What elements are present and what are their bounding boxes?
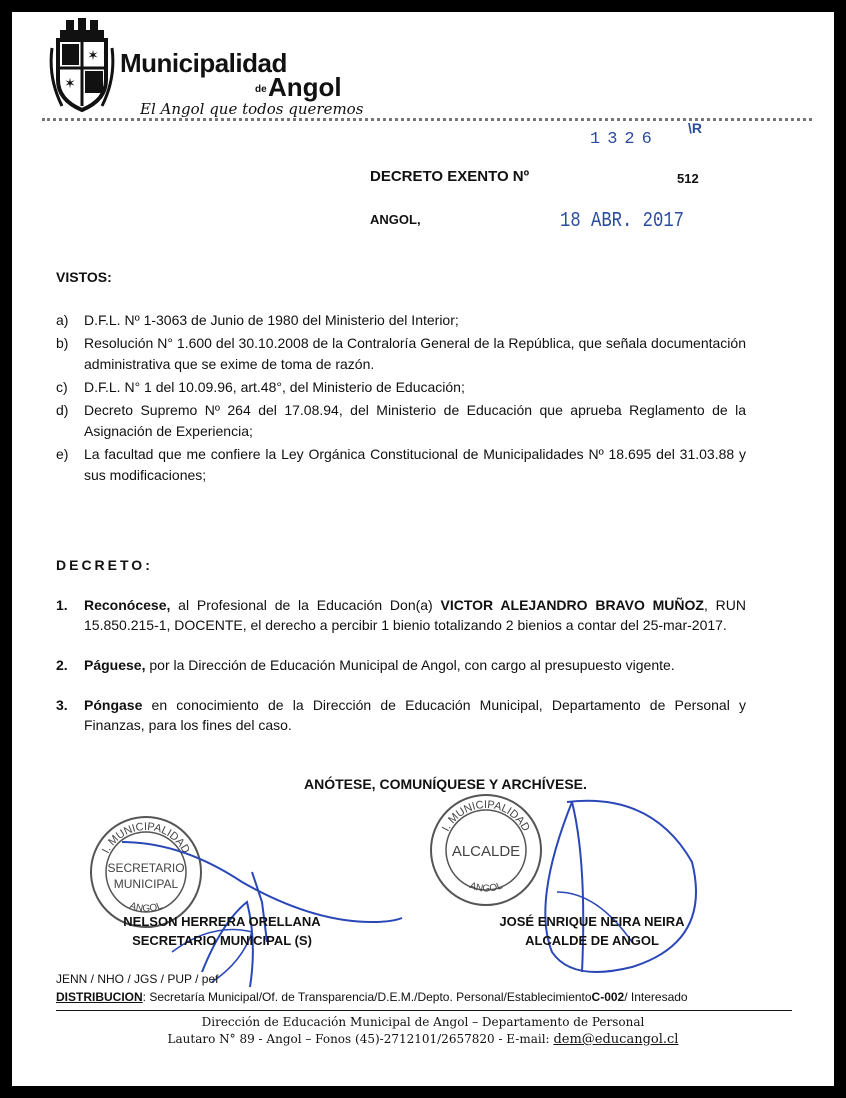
list-item — [56, 444, 746, 486]
date-stamp: 18 ABR. 2017 — [560, 210, 685, 233]
footer-department: Dirección de Educación Municipal de Angol – Departamento de Personal — [201, 1015, 645, 1029]
entry-stamp-mark: \R — [688, 120, 702, 136]
seal-mid-text: ALCALDE — [451, 843, 521, 860]
handwritten-signatures — [12, 772, 834, 1002]
beneficiary-name: VICTOR ALEJANDRO BRAVO MUÑOZ — [440, 597, 704, 613]
article-body: por la Dirección de Educación Municipal de Angol, con cargo al presupuesto vigente. — [145, 657, 675, 673]
item-text: La facultad que me confiere la Ley Orgánica Constitucional de Municipalidades Nº 18.695 del 31.03.88 y sus modificaciones; — [84, 446, 746, 483]
svg-text:✶: ✶ — [64, 75, 76, 91]
document-page — [12, 12, 834, 1086]
article-number: 2. — [56, 657, 68, 673]
article — [56, 655, 746, 675]
seal-mid-text: SECRETARIO — [107, 861, 185, 875]
mayor-signature-block — [472, 912, 712, 950]
footer-divider — [56, 1010, 792, 1011]
footer-contact — [12, 1032, 834, 1047]
list-item — [56, 333, 746, 375]
seal-top-text: I. MUNICIPALIDAD — [100, 820, 192, 856]
article-lead: Páguese, — [84, 657, 146, 673]
article-body: en conocimiento de la Dirección de Educación Municipal, Departamento de Personal y Finanzas, para los fines del caso. — [84, 697, 746, 733]
article-body: al Profesional de la Educación Don(a) — [170, 597, 441, 613]
article-text — [84, 595, 746, 635]
footer-address: Lautaro N° 89 - Angol – Fonos (45)-2712101/2657820 - E-mail: — [167, 1032, 550, 1046]
logo-de: de — [255, 84, 267, 95]
logo-slogan: El Angol que todos queremos — [140, 100, 364, 118]
footer-email-link[interactable]: dem@educangol.cl — [553, 1032, 679, 1047]
distribution-line — [56, 990, 688, 1004]
article — [56, 695, 746, 735]
logo-municipalidad: Municipalidad — [120, 48, 287, 78]
svg-text:✶: ✶ — [87, 47, 99, 63]
signer-name: JOSÉ ENRIQUE NEIRA NEIRA — [499, 914, 685, 929]
decree-city: ANGOL, — [370, 212, 421, 227]
list-item — [56, 400, 746, 442]
item-text: Resolución N° 1.600 del 30.10.2008 de la Contraloría General de la República, que señala documentación administrativa que se exime de toma de razón. — [84, 335, 746, 372]
seal-mid-text: MUNICIPAL — [113, 877, 179, 891]
item-text: D.F.L. Nº 1-3063 de Junio de 1980 del Ministerio del Interior; — [84, 312, 459, 328]
distribution-tail: / Interesado — [624, 990, 688, 1004]
distribution-text: : Secretaría Municipal/Of. de Transparencia/D.E.M./Depto. Personal/Establecimiento — [142, 990, 592, 1004]
signer-role: SECRETARIO MUNICIPAL (S) — [132, 933, 312, 948]
distribution-code: C-002 — [591, 990, 625, 1004]
coat-of-arms-icon — [48, 18, 116, 116]
closing-formula: ANÓTESE, COMUNÍQUESE Y ARCHÍVESE. — [304, 776, 587, 792]
article-text — [84, 655, 746, 675]
item-label: c) — [56, 379, 68, 395]
distribution-label: DISTRIBUCION — [56, 990, 143, 1004]
item-label: a) — [56, 312, 69, 328]
reference-initials: JENN / NHO / JGS / PUP / pef — [56, 972, 219, 986]
seal-top-text: I. MUNICIPALIDAD — [440, 798, 532, 834]
decree-title: DECRETO EXENTO Nº — [370, 168, 530, 185]
secretary-signature-block — [102, 912, 342, 950]
vistos-list — [56, 310, 746, 488]
article-lead: Reconócese, — [84, 597, 171, 613]
decreto-articles — [56, 595, 746, 755]
signer-name: NELSON HERRERA ORELLANA — [123, 914, 321, 929]
article-number: 1. — [56, 597, 68, 613]
item-text: Decreto Supremo Nº 264 del 17.08.94, del Ministerio de Educación que aprueba Reglamento de la Asignación de Experiencia; — [84, 402, 746, 439]
article-text — [84, 695, 746, 735]
list-item — [56, 377, 746, 398]
seal-bottom-text: ANGOL — [127, 900, 165, 915]
entry-stamp-number: 1326 — [590, 130, 659, 149]
item-label: b) — [56, 335, 69, 351]
signer-role: ALCALDE DE ANGOL — [525, 933, 659, 948]
article-lead: Póngase — [84, 697, 143, 713]
item-label: e) — [56, 446, 69, 462]
article — [56, 595, 746, 635]
article-number: 3. — [56, 697, 68, 713]
vistos-heading: VISTOS: — [56, 269, 112, 285]
item-label: d) — [56, 402, 69, 418]
seal-bottom-text: ANGOL — [467, 880, 505, 895]
list-item — [56, 310, 746, 331]
logo-angol: Angol — [268, 72, 342, 102]
article-tail: , RUN 15.850.215-1, DOCENTE, el derecho a percibir 1 bienio totalizando 2 bienios a contar del 25-mar-2017. — [84, 597, 746, 633]
decree-number: 512 — [677, 171, 699, 186]
decreto-heading: DECRETO: — [56, 557, 153, 573]
item-text: D.F.L. N° 1 del 10.09.96, art.48°, del Ministerio de Educación; — [84, 379, 465, 395]
